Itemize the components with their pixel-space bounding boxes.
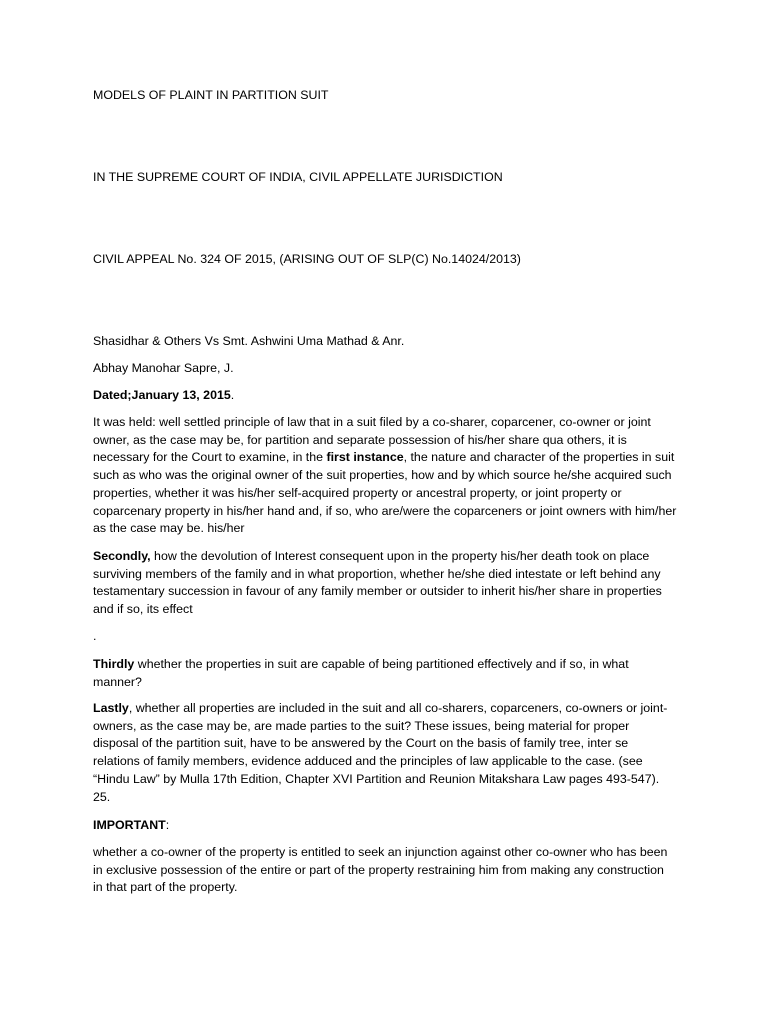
thirdly-paragraph: [93, 656, 677, 691]
held-paragraph: [93, 414, 677, 538]
important-bold: IMPORTANT: [93, 818, 166, 832]
important-tail: :: [165, 818, 170, 832]
held-tail: , the nature and character of the properties in suit such as who was the original owner of the suit properties, how and by which source he/she acquired such properties, whether it was his/her self-acquired property or ancestral property, or joint property or coparcenary property in his/her hand and, if so, who are/were the coparceners or joint owners with him/her as the case may be. his/her: [93, 450, 677, 536]
judge-name: Abhay Manohar Sapre, J.: [93, 361, 234, 375]
lastly-lead: Lastly: [93, 701, 129, 715]
thirdly-text: whether the properties in suit are capable of being partitioned effectively and if so, in what manner?: [93, 657, 629, 689]
date-tail: .: [230, 388, 235, 402]
secondly-text: how the devolution of Interest consequent upon in the property his/her death took on place surviving members of the family and in what proportion, whether he/she died intestate or left behind any testamentary succession in favour of any family member or outsider to inherit his/her share in properties and if so, its effect: [93, 549, 662, 617]
court-heading: IN THE SUPREME COURT OF INDIA, CIVIL APPELLATE JURISDICTION: [93, 170, 503, 184]
date-line: [93, 387, 675, 405]
case-parties: Shasidhar & Others Vs Smt. Ashwini Uma Mathad & Anr.: [93, 334, 405, 348]
thirdly-lead: Thirdly: [93, 657, 135, 671]
document-title: MODELS OF PLAINT IN PARTITION SUIT: [93, 88, 329, 102]
secondly-paragraph: [93, 548, 677, 619]
final-paragraph: whether a co-owner of the property is entitled to seek an injunction against other co-owner who has been in exclusive possession of the entire or part of the property restraining him from making any construction in that part of the property.: [93, 845, 668, 895]
important-heading: [93, 817, 675, 835]
date-bold: Dated;January 13, 2015: [93, 388, 231, 402]
held-lead: It was held: well settled principle of law that in a suit filed by a co-sharer, coparcener, co-owner or joint owner, as the case may be, for partition and separate possession of his/her share qua others, it is necessary for the Court to examine, in the: [93, 415, 651, 465]
dot-line: .: [93, 629, 97, 643]
appeal-number: CIVIL APPEAL No. 324 OF 2015, (ARISING OUT OF SLP(C) No.14024/2013): [93, 252, 521, 266]
secondly-lead: Secondly,: [93, 549, 151, 563]
lastly-text: , whether all properties are included in the suit and all co-sharers, coparceners, co-owners or joint-owners, as the case may be, are made parties to the suit? These issues, being material for proper disposal of the partition suit, have to be answered by the Court on the basis of family tree, inter se relations of family members, evidence adduced and the principles of law applicable to the case. (see “Hindu Law” by Mulla 17th Edition, Chapter XVI Partition and Reunion Mitakshara Law pages 493-547). 25.: [93, 701, 668, 804]
held-bold: first instance: [326, 450, 404, 465]
lastly-paragraph: [93, 700, 677, 806]
